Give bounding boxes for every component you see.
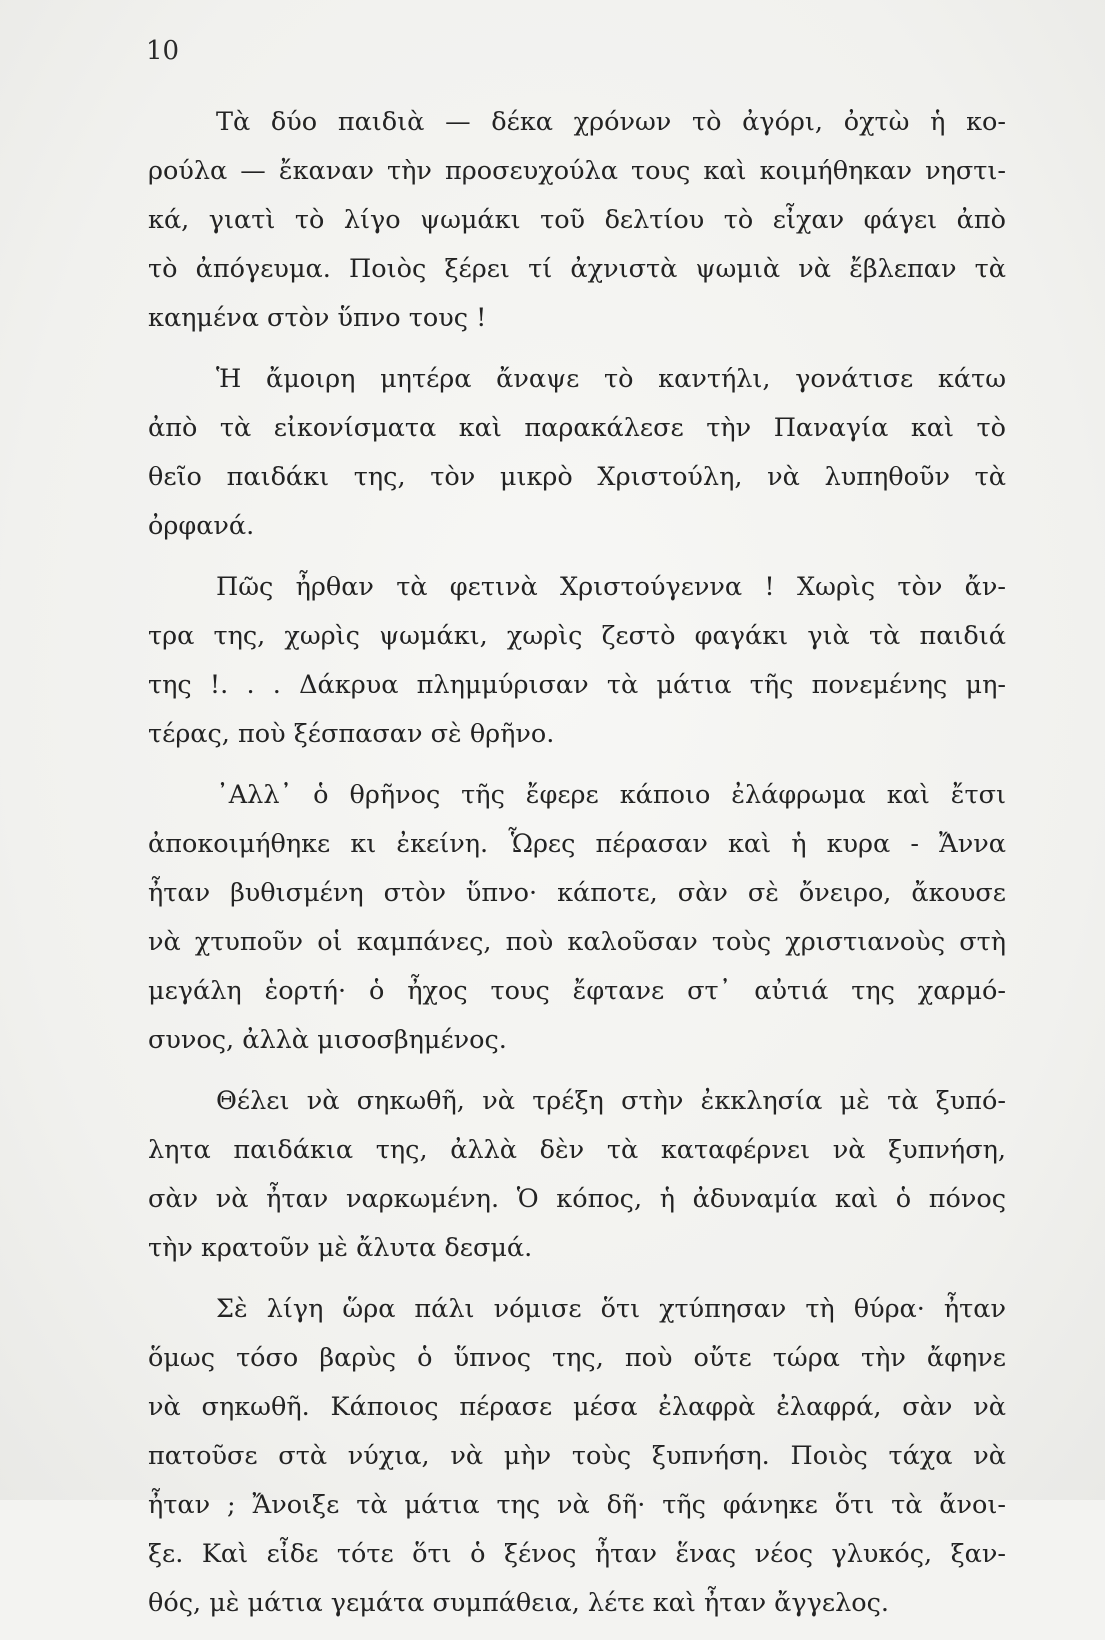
text-line: Θέλει νὰ σηκωθῆ, νὰ τρέξη στὴν ἐκκλησία μὲ τὰ ξυπό- [216, 1086, 1006, 1116]
text-line: νὰ χτυποῦν οἱ καμπάνες, ποὺ καλοῦσαν τοὺς χριστιανοὺς στὴ [148, 927, 1006, 957]
paragraph [148, 98, 1006, 343]
text-line: Σὲ λίγη ὥρα πάλι νόμισε ὅτι χτύπησαν τὴ θύρα· ἦταν [216, 1294, 1006, 1324]
text-line: ἦταν βυθισμένη στὸν ὕπνο· κάποτε, σὰν σὲ ὄνειρο, ἄκουσε [148, 878, 1006, 908]
text-line: Τὰ δύο παιδιὰ — δέκα χρόνων τὸ ἀγόρι, ὀχτὼ ἡ κο- [216, 107, 1006, 137]
paragraph [148, 1285, 1006, 1628]
text-line: ᾿Αλλ᾿ ὁ θρῆνος τῆς ἔφερε κάποιο ἐλάφρωμα καὶ ἔτσι [216, 780, 1006, 810]
text-line: τὴν κρατοῦν μὲ ἄλυτα δεσμά. [148, 1233, 533, 1263]
text-line: της !. . . Δάκρυα πλημμύρισαν τὰ μάτια τῆς πονεμένης μη- [148, 670, 1006, 700]
text-line: ἀποκοιμήθηκε κι ἐκείνη. Ὧρες πέρασαν καὶ ἡ κυρα - Ἄννα [148, 829, 1006, 859]
text-line: σὰν νὰ ἦταν ναρκωμένη. Ὁ κόπος, ἡ ἀδυναμία καὶ ὁ πόνος [148, 1184, 1006, 1214]
text-line: κά, γιατὶ τὸ λίγο ψωμάκι τοῦ δελτίου τὸ εἶχαν φάγει ἀπὸ [148, 205, 1006, 235]
text-line: θεῖο παιδάκι της, τὸν μικρὸ Χριστούλη, νὰ λυπηθοῦν τὰ [148, 462, 1006, 492]
page-number: 10 [146, 36, 180, 66]
text-line: συνος, ἀλλὰ μισοσβημένος. [148, 1025, 507, 1055]
text-line: ρούλα — ἔκαναν τὴν προσευχούλα τους καὶ κοιμήθηκαν νηστι- [148, 156, 1006, 186]
paragraph [148, 355, 1006, 551]
text-line: ἦταν ; Ἄνοιξε τὰ μάτια της νὰ δῆ· τῆς φάνηκε ὅτι τὰ ἄνοι- [148, 1490, 1006, 1520]
text-line: νὰ σηκωθῆ. Κάποιος πέρασε μέσα ἐλαφρὰ ἐλαφρά, σὰν νὰ [148, 1392, 1006, 1422]
text-line: Πῶς ἦρθαν τὰ φετινὰ Χριστούγεννα ! Χωρὶς τὸν ἄν- [216, 572, 1006, 602]
text-line: τρα της, χωρὶς ψωμάκι, χωρὶς ζεστὸ φαγάκι γιὰ τὰ παιδιά [148, 621, 1006, 651]
paragraph [148, 771, 1006, 1065]
text-line: καημένα στὸν ὕπνο τους ! [148, 303, 487, 333]
text-line: ὅμως τόσο βαρὺς ὁ ὕπνος της, ποὺ οὔτε τώρα τὴν ἄφηνε [148, 1343, 1006, 1373]
text-line: ἀπὸ τὰ εἰκονίσματα καὶ παρακάλεσε τὴν Παναγία καὶ τὸ [148, 413, 1006, 443]
text-line: πατοῦσε στὰ νύχια, νὰ μὴν τοὺς ξυπνήση. Ποιὸς τάχα νὰ [148, 1441, 1006, 1471]
body-text [148, 98, 1006, 1640]
text-line: θός, μὲ μάτια γεμάτα συμπάθεια, λέτε καὶ ἦταν ἄγγελος. [148, 1588, 889, 1618]
paragraph [148, 1077, 1006, 1273]
text-line: ξε. Καὶ εἶδε τότε ὅτι ὁ ξένος ἦταν ἕνας νέος γλυκός, ξαν- [148, 1539, 1006, 1569]
text-line: Ἡ ἄμοιρη μητέρα ἄναψε τὸ καντήλι, γονάτισε κάτω [216, 364, 1006, 394]
paragraph [148, 563, 1006, 759]
text-line: μεγάλη ἑορτή· ὁ ἦχος τους ἔφτανε στ᾿ αὐτιά της χαρμό- [148, 976, 1006, 1006]
text-line: ὀρφανά. [148, 511, 255, 541]
text-line: τὸ ἀπόγευμα. Ποιὸς ξέρει τί ἀχνιστὰ ψωμιὰ νὰ ἔβλεπαν τὰ [148, 254, 1006, 284]
text-line: τέρας, ποὺ ξέσπασαν σὲ θρῆνο. [148, 719, 555, 749]
text-line: λητα παιδάκια της, ἀλλὰ δὲν τὰ καταφέρνει νὰ ξυπνήση, [148, 1135, 1006, 1165]
